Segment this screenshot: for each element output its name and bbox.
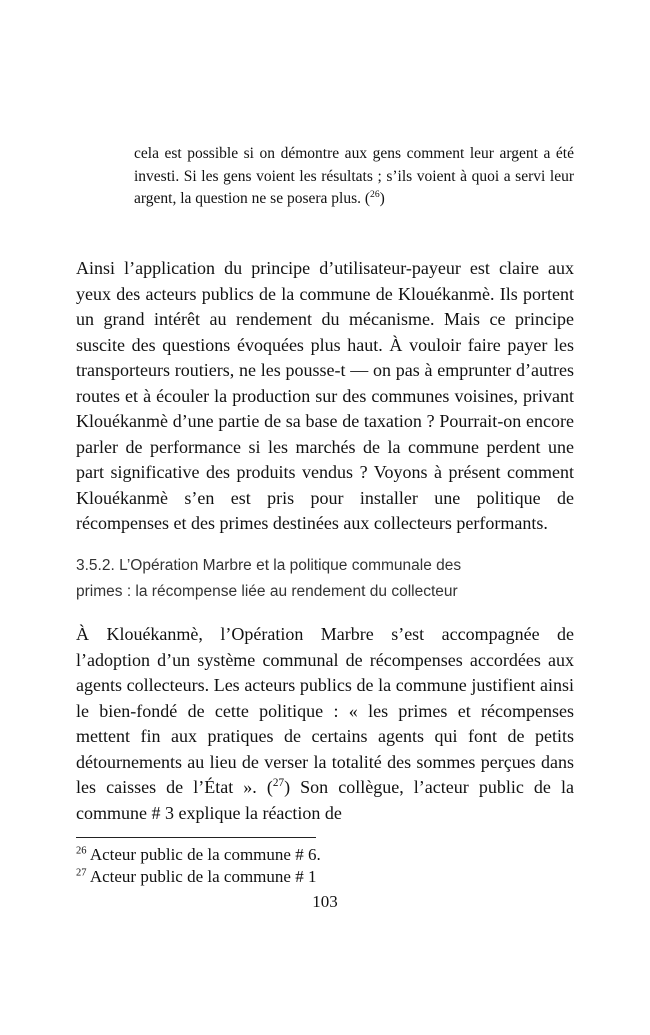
paragraph-2-text-a: À Klouékanmè, l’Opération Marbre s’est accompagnée de l’adoption d’un système communal de récompenses accordées aux agents collecteurs. Les acteurs publics de la commune justifient ainsi le bien-fondé de cette politique : « les primes et récompenses mettent fin aux pratiques de certains agents qui font de petits détournements au lieu de verser la totalité des sommes perçues dans les caisses de l’État ». ( <box>76 624 574 797</box>
quote-text: cela est possible si on démontre aux gens comment leur argent a été investi. Si les gens voient les résultats ; s’ils voient à quoi a servi leur argent, la question ne se posera plus. ( <box>134 145 574 207</box>
section-heading <box>76 553 574 605</box>
page-number: 103 <box>312 892 338 911</box>
section-heading-line-2: primes : la récompense liée au rendement du collecteur <box>76 583 458 600</box>
paragraph-1: Ainsi l’application du principe d’utilisateur-payeur est claire aux yeux des acteurs publics de la commune de Klouékanmè. Ils portent un grand intérêt au rendement du mécanisme. Mais ce principe suscite des questions évoquées plus haut. À vouloir faire payer les transporteurs routiers, ne les pousse-t — on pas à emprunter d’autres routes et à écouler la production sur des communes voisines, privant Klouékanmè d’une partie de sa base de taxation ? Pourrait-on encore parler de performance si les marchés de la commune perdent une part significative des produits vendus ? Voyons à présent comment Klouékanmè s’en est pris pour installer une politique de récompenses et des primes destinées aux collecteurs performants. <box>76 258 574 533</box>
footnote-text: Acteur public de la commune # 6. <box>86 845 321 864</box>
paragraph-2 <box>76 622 574 826</box>
footnote-text: Acteur public de la commune # 1 <box>86 867 317 886</box>
footnote-ref-27: 27 <box>272 777 285 789</box>
section-heading-line-1: 3.5.2. L’Opération Marbre et la politique communale des <box>76 557 462 574</box>
footnote-separator <box>76 837 316 838</box>
footnote-27 <box>76 866 574 888</box>
footnote-number: 26 <box>76 845 87 857</box>
block-quote <box>134 143 574 211</box>
footnote-26 <box>76 844 574 866</box>
paragraph-2-text-b: ) Son collègue, l’acteur public de la commune # 3 explique la réaction de <box>76 777 575 823</box>
footnote-number: 27 <box>76 867 87 879</box>
footnotes <box>76 844 574 888</box>
footnote-ref-26: 26 <box>370 188 380 200</box>
quote-close: ) <box>379 190 385 207</box>
